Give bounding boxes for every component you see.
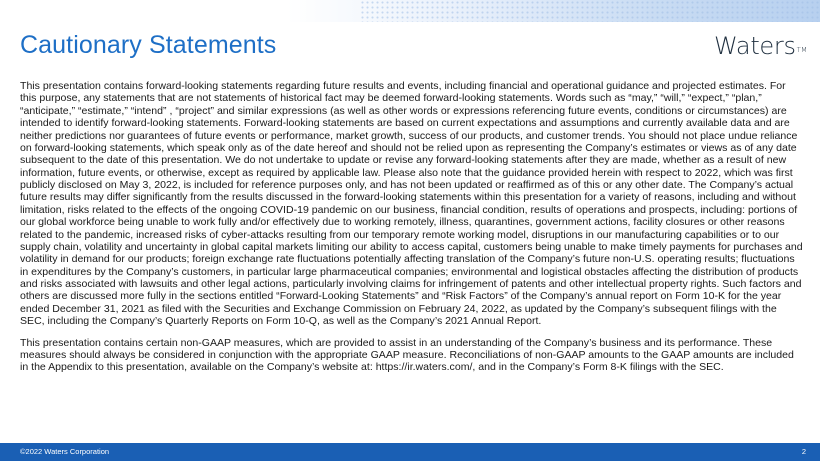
logo-wordmark: Waters bbox=[714, 32, 796, 60]
slide-body bbox=[20, 80, 804, 374]
footer-bar bbox=[0, 443, 820, 461]
header-decoration-band bbox=[0, 0, 820, 22]
slide-title: Cautionary Statements bbox=[20, 31, 277, 59]
forward-looking-paragraph: This presentation contains forward-looking statements regarding future results and events, including financial and operational guidance and projected estimates. For this purpose, any statements that are not statements of historical fact may be deemed forward-looking statements. Words such as “may,” “will,” “expect,” “plan,” “anticipate,” “estimate,” “intend” , “project” and similar expressions (as well as other words or expressions referencing future events, conditions or circumstances) are intended to identify forward-looking statements. Forward-looking statements are based on current expectations and assumptions and currently available data and are neither predictions nor guarantees of future events or performance, market growth, success of our products, and customer trends. You should not place undue reliance on forward-looking statements, which speak only as of the date hereof and should not be relied upon as representing the Company’s estimates or views as of any date subsequent to the date of this presentation. We do not undertake to update or revise any forward-looking statements after they are made, whether as a result of new information, future events, or otherwise, except as required by applicable law. Please also note that the guidance provided herein with respect to 2022, which was first publicly disclosed on May 3, 2022, is included for reference purposes only, and has not been updated or reaffirmed as of this or any other date. The Company’s actual future results may differ significantly from the results discussed in the forward-looking statements within this presentation for a variety of reasons, including and without limitation, risks related to the effects of the ongoing COVID-19 pandemic on our business, financial condition, results of operations and prospects, including: portions of our global workforce being unable to work fully and/or effectively due to working remotely, illness, quarantines, government actions, facility closures or other reasons related to the pandemic, increased risks of cyber-attacks resulting from our temporary remote working model, disruptions in our manufacturing capabilities or to our supply chain, volatility and uncertainty in global capital markets limiting our ability to access capital, customers being unable to make timely payments for purchases and volatility in demand for our products; foreign exchange rate fluctuations potentially affecting translation of the Company’s future non-U.S. operating results; fluctuations in expenditures by the Company’s customers, in particular large pharmaceutical companies; environmental and logistical obstacles affecting the distribution of products and risks associated with lawsuits and other legal actions, particularly involving claims for infringement of patents and other intellectual property rights. Such factors and others are discussed more fully in the sections entitled “Forward-Looking Statements” and “Risk Factors” of the Company’s annual report on Form 10-K for the year ended December 31, 2021 as filed with the Securities and Exchange Commission on February 24, 2022, as updated by the Company’s subsequent filings with the SEC, including the Company’s Quarterly Reports on Form 10-Q, as well as the Company’s 2021 Annual Report. bbox=[20, 80, 803, 328]
waters-logo bbox=[714, 32, 807, 60]
dot-pattern-decoration bbox=[360, 0, 820, 22]
logo-trademark: TM bbox=[796, 46, 807, 54]
non-gaap-paragraph: This presentation contains certain non-GAAP measures, which are provided to assist in an understanding of the Company’s business and its performance. These measures should always be considered in conjunction with the appropriate GAAP measure. Reconciliations of non-GAAP amounts to the GAAP amounts are included in the Appendix to this presentation, available on the Company’s website at: https://ir.waters.com/, and in the Company’s Form 8-K filings with the SEC. bbox=[20, 336, 794, 374]
page-number: 2 bbox=[801, 447, 806, 456]
footer-copyright: ©2022 Waters Corporation bbox=[20, 447, 110, 456]
